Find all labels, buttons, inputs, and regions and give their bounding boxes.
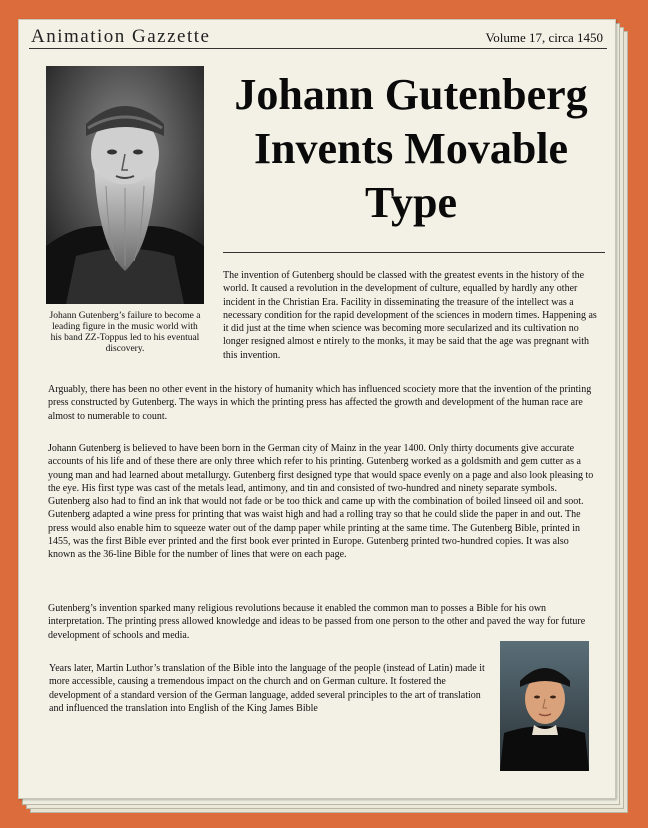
luther-portrait-icon	[500, 641, 589, 771]
masthead-title: Animation Gazzette	[31, 26, 211, 47]
headline-line-2: Invents Movable	[253, 124, 569, 173]
headline-line-1: Johann Gutenberg	[234, 70, 588, 119]
newspaper-page	[18, 19, 616, 799]
headline-line-3: Type	[364, 178, 458, 227]
headline-divider	[223, 252, 605, 253]
article-intro: The invention of Gutenberg should be classed with the greatest events in the history of the world. It caused a revolution in the development of culture, equalled by hardly any other incident in the Christian Era. Facility in disseminating the treasure of the intellect was a necessary condition for the rapid development of the sciences in modern times. Happening as it did just at the time when science was becoming more secularized and its cultivation no longer resigned almost e ntirely to the monks, it may be said that the age was pregnant with this invention.	[223, 270, 597, 361]
gutenberg-portrait-icon	[46, 66, 204, 304]
article-paragraph-2: Johann Gutenberg is believed to have been born in the German city of Mainz in the year 1400. Only thirty documents give accurate accounts of his life and of these there are only three which refer to his printing. Gutenberg worked as a goldsmith and gem cutter as a young man and had learned about metallurgy. Gutenberg first designed type that would space evenly on a page and also look pleasing to the eye. His first type was cast of the metals lead, antimony, and tin and consisted of two-hundred and ninety separate symbols. Gutenberg also had to find an ink that would not fade or be too thick and came up with the combination of boiled linseed oil and soot. Gutenberg adapted a wine press for printing that was waist high and had a rolling tray so that he could slide the paper in and out. The press would also enable him to squeeze water out of the damp paper while printing at the same time. The Gutenberg Bible, printed in 1455, was the first Bible ever printed and the first book ever printed in Europe. Gutenberg printed two-hundred copies. It was also known as the 36-line Bible for the number of lines that were on each page.	[48, 443, 594, 561]
masthead-volume: Volume 17, circa 1450	[485, 30, 603, 45]
masthead	[29, 26, 607, 49]
article-paragraph-4: Years later, Martin Luthor’s translation of the Bible into the language of the people (instead of Latin) made it more accessible, causing a tremendous impact on the church and on German culture. It fostered the development of a standard version of the German language, added several principles to the art of translation and influenced the translation into English of the King James Bible	[49, 663, 485, 714]
headline	[211, 68, 611, 230]
portrait-caption: Johann Gutenberg’s failure to become a leading figure in the music world with his band ZZ-Toppus led to his eventual discovery.	[49, 311, 201, 354]
article-paragraph-1: Arguably, there has been no other event in the history of humanity which has influenced scociety more that the invention of the printing press constructed by Gutenberg. The ways in which the printing press has affected the growth and development of the human race are almost to numerable to count.	[48, 384, 592, 422]
article-paragraph-3: Gutenberg’s invention sparked many religious revolutions because it enabled the common man to posses a Bible for his own interpretation. The printing press allowed knowledge and ideas to be passed from one person to the other and paved the way for future development of schools and media.	[48, 603, 586, 641]
